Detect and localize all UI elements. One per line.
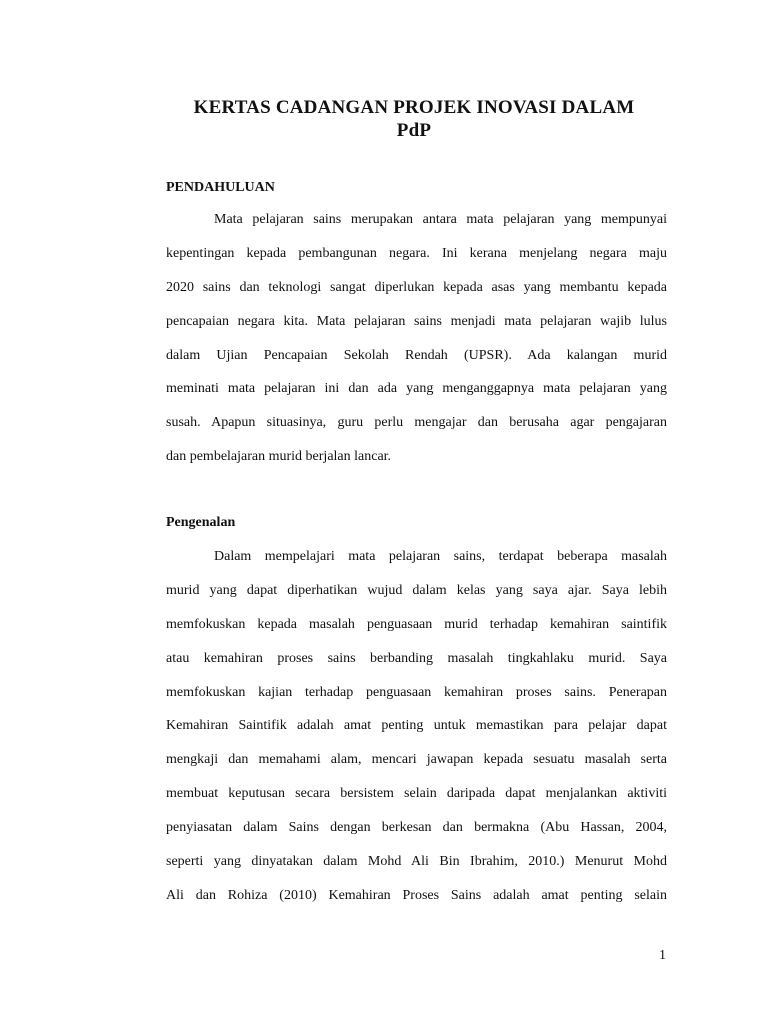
paragraph-line: Mata pelajaran sains merupakan antara mata pelajaran yang mempunyai bbox=[214, 212, 667, 227]
paragraph-line: dalam Ujian Pencapaian Sekolah Rendah (UPSR). Ada kalangan murid bbox=[166, 347, 667, 363]
paragraph-line: dan pembelajaran murid berjalan lancar. bbox=[166, 449, 392, 465]
paragraph-line: kepentingan kepada pembangunan negara. Ini kerana menjelang negara maju bbox=[166, 245, 667, 261]
paragraph-line: penyiasatan dalam Sains dengan berkesan dan bermakna (Abu Hassan, 2004, bbox=[166, 820, 667, 836]
paragraph-line: meminati mata pelajaran ini dan ada yang menganggapnya mata pelajaran yang bbox=[166, 381, 667, 397]
paragraph-line: memfokuskan kajian terhadap penguasaan kemahiran proses sains. Penerapan bbox=[166, 684, 667, 700]
paragraph-line: Kemahiran Saintifik adalah amat penting untuk memastikan para pelajar dapat bbox=[166, 718, 667, 734]
paragraph-line: seperti yang dinyatakan dalam Mohd Ali Bin Ibrahim, 2010.) Menurut Mohd bbox=[166, 854, 667, 870]
page-number: 1 bbox=[659, 948, 666, 963]
paragraph-line: Dalam mempelajari mata pelajaran sains, terdapat beberapa masalah bbox=[214, 549, 667, 564]
title-line-1: KERTAS CADANGAN PROJEK INOVASI DALAM bbox=[193, 97, 635, 118]
section-heading-pengenalan: Pengenalan bbox=[166, 515, 236, 530]
paragraph-line: mengkaji dan memahami alam, mencari jawapan kepada sesuatu masalah serta bbox=[166, 752, 667, 768]
paragraph-line: pencapaian negara kita. Mata pelajaran sains menjadi mata pelajaran wajib lulus bbox=[166, 313, 667, 329]
paragraph-pengenalan bbox=[166, 540, 667, 913]
paragraph-line: memfokuskan kepada masalah penguasaan murid terhadap kemahiran saintifik bbox=[166, 616, 667, 632]
paragraph-line: murid yang dapat diperhatikan wujud dalam kelas yang saya ajar. Saya lebih bbox=[166, 582, 667, 598]
paragraph-line: atau kemahiran proses sains berbanding masalah tingkahlaku murid. Saya bbox=[166, 650, 667, 666]
document-title bbox=[160, 96, 668, 142]
paragraph-line: susah. Apapun situasinya, guru perlu mengajar dan berusaha agar pengajaran bbox=[166, 415, 667, 431]
section-heading-pendahuluan: PENDAHULUAN bbox=[166, 180, 275, 195]
paragraph-line: 2020 sains dan teknologi sangat diperlukan kepada asas yang membantu kepada bbox=[166, 279, 667, 295]
paragraph-line: membuat keputusan secara bersistem selain daripada dapat menjalankan aktiviti bbox=[166, 786, 667, 802]
paragraph-line: Ali dan Rohiza (2010) Kemahiran Proses Sains adalah amat penting selain bbox=[166, 887, 667, 903]
title-line-2: PdP bbox=[396, 120, 432, 141]
paragraph-pendahuluan bbox=[166, 203, 667, 474]
